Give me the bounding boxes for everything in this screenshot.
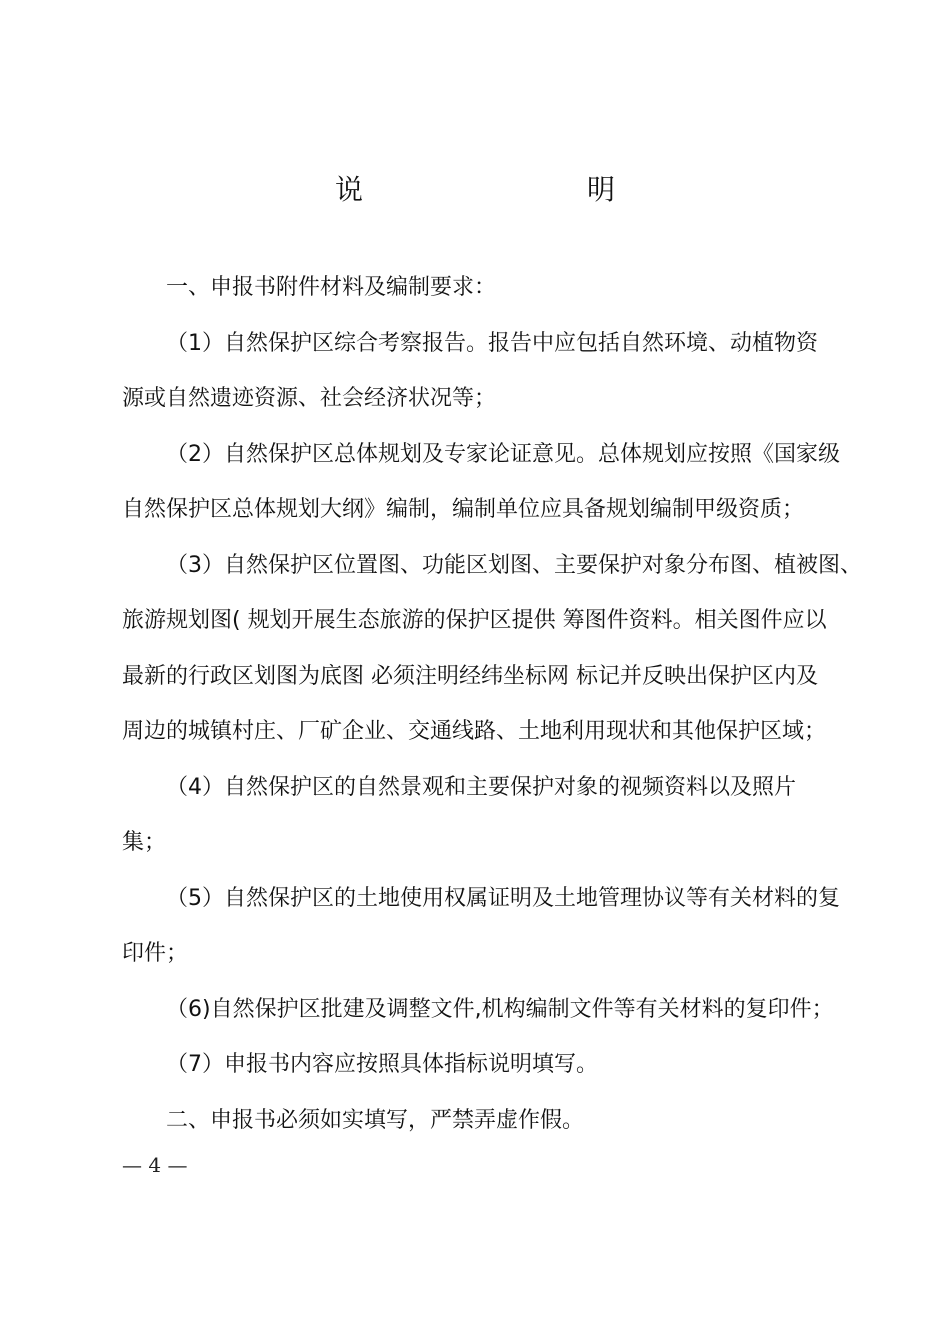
- text-line: 源或自然遗迹资源、社会经济状况等；: [122, 386, 497, 411]
- text-line: 一、申报书附件材料及编制要求：: [166, 275, 497, 300]
- text-line: 旅游规划图( 规划开展生态旅游的保护区提供 筹图件资料。相关图件应以: [122, 608, 827, 633]
- text-line: 集；: [122, 830, 167, 855]
- text-line: （5）自然保护区的土地使用权属证明及土地管理协议等有关材料的复: [166, 885, 840, 911]
- text-line: 最新的行政区划图为底图 必须注明经纬坐标网 标记并反映出保护区内及: [122, 663, 818, 689]
- text-line: （6)自然保护区批建及调整文件,机构编制文件等有关材料的复印件；: [166, 996, 834, 1022]
- page-number: — 4 —: [122, 1153, 188, 1177]
- text-line: 自然保护区总体规划大纲》编制，编制单位应具备规划编制甲级资质；: [122, 497, 805, 522]
- text-line: （2）自然保护区总体规划及专家论证意见。总体规划应按照《国家级: [166, 441, 840, 467]
- text-line: 印件；: [122, 941, 189, 966]
- text-line: 二、申报书必须如实填写，严禁弄虚作假。: [166, 1107, 585, 1133]
- text-line: （3）自然保护区位置图、功能区划图、主要保护对象分布图、植被图、: [166, 552, 862, 578]
- page-title: 说 明: [334, 173, 671, 206]
- text-line: （4）自然保护区的自然景观和主要保护对象的视频资料以及照片: [166, 774, 796, 800]
- document-body: [122, 260, 862, 1148]
- instructions-text: [122, 260, 862, 1148]
- text-line: 周边的城镇村庄、厂矿企业、交通线路、土地利用现状和其他保护区域；: [122, 719, 827, 744]
- text-line: （1）自然保护区综合考察报告。报告中应包括自然环境、动植物资: [166, 330, 818, 356]
- text-line: （7）申报书内容应按照具体指标说明填写。: [166, 1052, 598, 1077]
